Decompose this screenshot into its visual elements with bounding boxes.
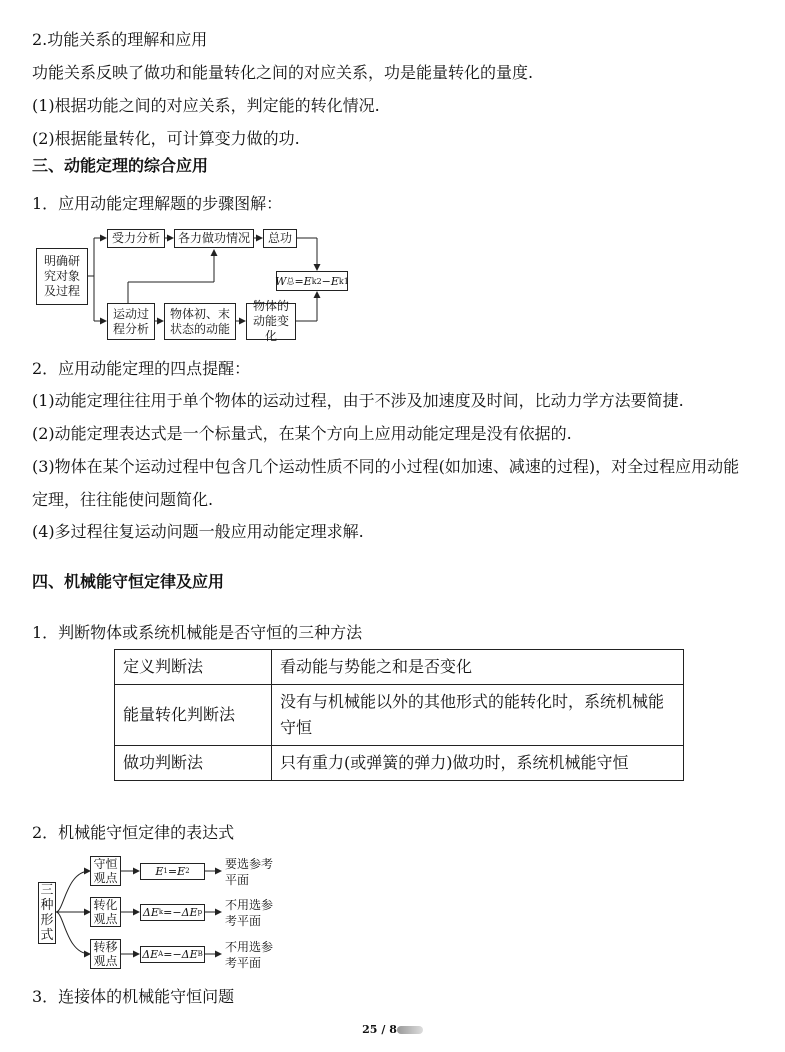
total-work-box: 总功	[263, 229, 297, 248]
page-number: 25 / 8	[0, 1023, 785, 1036]
subheading-connected-bodies: 3．连接体的机械能守恒问题	[32, 987, 235, 1006]
formula-conservation: E 1 =E 2	[140, 863, 205, 880]
ke-change-box: 物体的动能变化	[246, 303, 296, 340]
transfer-view-box: 转移 观点	[90, 939, 121, 969]
work-each-box: 各力做功情况	[174, 229, 254, 248]
conversion-view-box: 转化 观点	[90, 897, 121, 927]
list-item: (3)物体在某个运动过程中包含几个运动性质不同的小过程(如加速、减速的过程)，对全过程应用动能	[32, 457, 740, 476]
formula-transfer: ΔE A =−ΔE B	[140, 946, 205, 963]
list-item: (2)动能定理表达式是一个标量式，在某个方向上应用动能定理是没有依据的.	[32, 424, 572, 443]
list-item: (1)动能定理往往用于单个物体的运动过程，由于不涉及加速度及时间，比动力学方法要简捷.	[32, 391, 684, 410]
note-conservation: 要选参考 平面	[225, 857, 274, 887]
list-item: (1)根据功能之间的对应关系，判定能的转化情况.	[32, 96, 380, 115]
list-item: (4)多过程往复运动问题一般应用动能定理求解.	[32, 522, 364, 541]
heading-mechanical-energy: 四、机械能守恒定律及应用	[32, 572, 225, 591]
subheading-steps: 1．应用动能定理解题的步骤图解：	[32, 194, 283, 213]
start-box: 明确研究对象及过程	[36, 248, 88, 305]
method-cell: 能量转化判断法	[115, 685, 272, 746]
subheading-judge: 1．判断物体或系统机械能是否守恒的三种方法	[32, 623, 363, 642]
list-item-continued: 定理，往往能使问题简化.	[32, 490, 214, 509]
formula-box: W 总 =E k2 −E k1	[276, 271, 348, 291]
force-analysis-box: 受力分析	[107, 229, 165, 248]
states-box: 物体初、末状态的动能	[164, 303, 236, 340]
desc-cell: 没有与机械能以外的其他形式的能转化时，系统机械能 守恒	[272, 685, 684, 746]
conservation-view-box: 守恒 观点	[90, 856, 121, 886]
subheading-tips: 2．应用动能定理的四点提醒：	[32, 359, 251, 378]
section-title-function-relation: 2.功能关系的理解和应用	[32, 30, 208, 49]
three-forms-box: 三 种 形 式	[38, 882, 56, 944]
method-cell: 定义判断法	[115, 650, 272, 685]
motion-analysis-box: 运动过程分析	[107, 303, 155, 340]
paragraph: 功能关系反映了做功和能量转化之间的对应关系，功是能量转化的量度.	[32, 63, 534, 82]
subheading-expressions: 2．机械能守恒定律的表达式	[32, 823, 235, 842]
desc-cell: 只有重力(或弹簧的弹力)做功时，系统机械能守恒	[272, 746, 684, 781]
heading-kinetic-theorem: 三、动能定理的综合应用	[32, 156, 209, 175]
formula-conversion: ΔE k =−ΔE p	[140, 904, 205, 921]
list-item: (2)根据能量转化，可计算变力做的功.	[32, 129, 300, 148]
note-conversion: 不用选参 考平面	[225, 898, 274, 928]
note-transfer: 不用选参 考平面	[225, 940, 274, 970]
desc-cell: 看动能与势能之和是否变化	[272, 650, 684, 685]
method-cell: 做功判断法	[115, 746, 272, 781]
blur-mark	[397, 1026, 423, 1034]
